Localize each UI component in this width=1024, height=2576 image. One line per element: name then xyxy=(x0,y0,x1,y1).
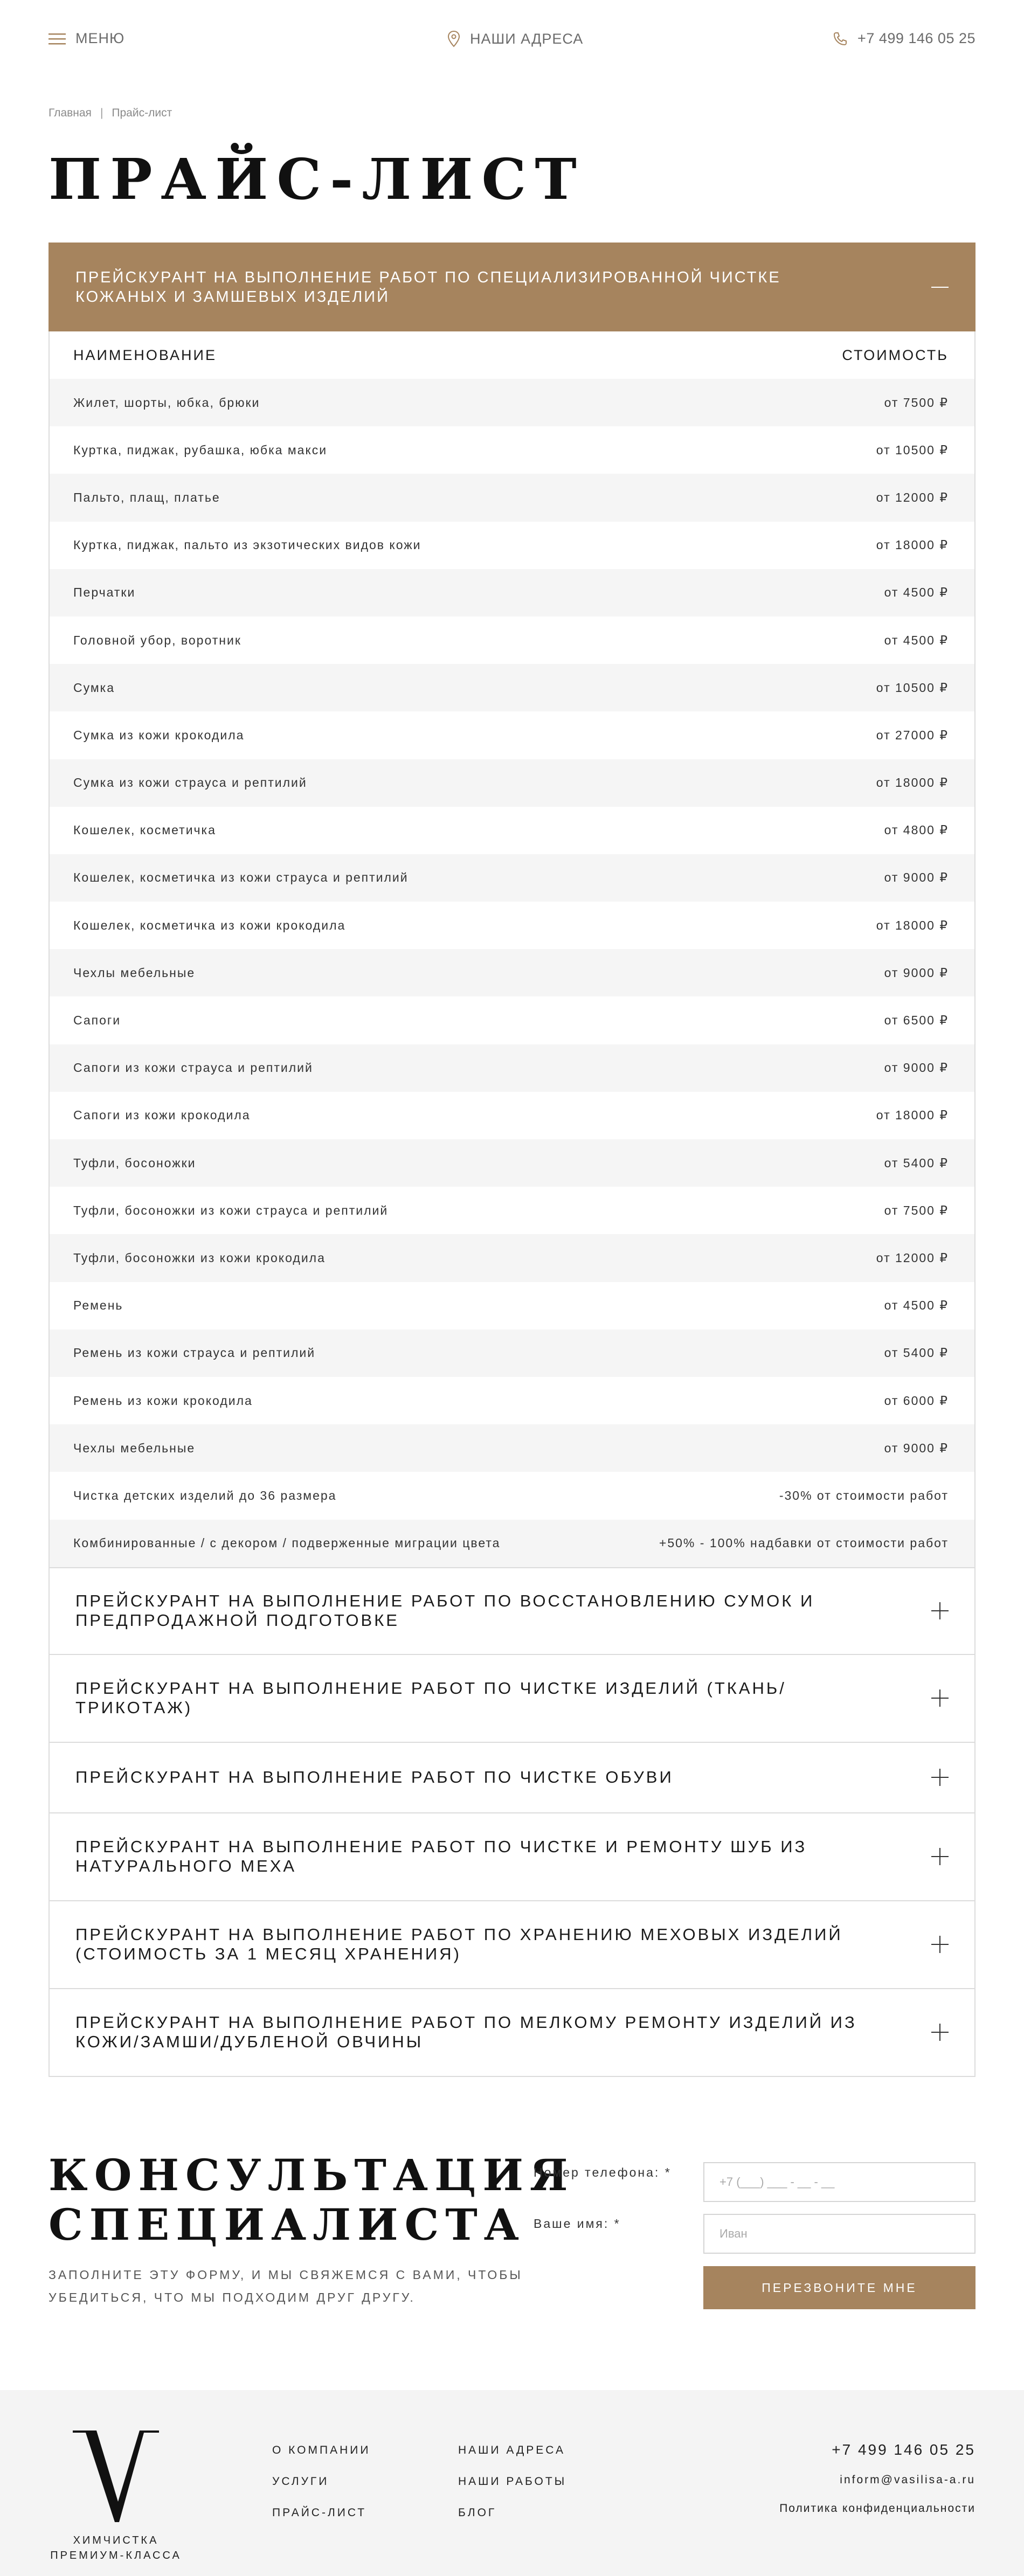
accordion-item[interactable] xyxy=(49,1901,975,1989)
accordion-item-title: ПРЕЙСКУРАНТ НА ВЫПОЛНЕНИЕ РАБОТ ПО ЧИСТКЕ ОБУВИ xyxy=(75,1768,674,1787)
consultation-title-line2: СПЕЦИАЛИСТА xyxy=(49,2199,525,2250)
footer-phone[interactable]: +7 499 146 05 25 xyxy=(832,2441,975,2458)
consultation-title xyxy=(49,2150,575,2249)
footer-email[interactable]: inform@vasilisa-a.ru xyxy=(840,2474,975,2486)
site-header xyxy=(0,0,1024,81)
price-row-price: от 6500 ₽ xyxy=(884,1013,949,1028)
price-row xyxy=(50,996,974,1044)
price-row xyxy=(50,1044,974,1092)
column-price-header: СТОИМОСТЬ xyxy=(842,347,949,363)
phone-field-label: Номер телефона: * xyxy=(534,2165,672,2179)
price-row-name: Туфли, босоножки xyxy=(73,1155,196,1170)
phone-icon xyxy=(833,31,848,46)
price-row-name: Туфли, босоножки из кожи страуса и рептилий xyxy=(73,1203,389,1217)
breadcrumb-current: Прайс-лист xyxy=(112,107,172,119)
price-row xyxy=(50,379,974,426)
footer-link-blog[interactable]: БЛОГ xyxy=(458,2506,497,2519)
price-row-name: Кошелек, косметичка из кожи страуса и рептилий xyxy=(73,870,409,885)
menu-button[interactable] xyxy=(49,30,124,47)
accordion-item-title: ПРЕЙСКУРАНТ НА ВЫПОЛНЕНИЕ РАБОТ ПО ХРАНЕНИЮ МЕХОВЫХ ИЗДЕЛИЙ (СТОИМОСТЬ ЗА 1 МЕСЯЦ ХРАНЕНИЯ) xyxy=(75,1925,843,1964)
price-row-price: от 7500 ₽ xyxy=(884,1203,949,1217)
breadcrumb-home[interactable]: Главная xyxy=(49,107,92,119)
price-row xyxy=(50,949,974,996)
logo-caption xyxy=(49,2533,183,2563)
price-row-name: Ремень из кожи крокодила xyxy=(73,1393,253,1408)
plus-icon[interactable] xyxy=(931,2024,949,2041)
price-row-name: Сумка из кожи страуса и рептилий xyxy=(73,775,307,790)
minus-icon[interactable] xyxy=(931,287,949,288)
price-row-price: от 12000 ₽ xyxy=(876,1250,949,1265)
price-row xyxy=(50,426,974,474)
accordion-open-title: ПРЕЙСКУРАНТ НА ВЫПОЛНЕНИЕ РАБОТ ПО СПЕЦИАЛИЗИРОВАННОЙ ЧИСТКЕ КОЖАНЫХ И ЗАМШЕВЫХ ИЗДЕЛИЙ xyxy=(75,268,781,306)
logo-v-icon[interactable] xyxy=(73,2430,159,2522)
accordion-item-title: ПРЕЙСКУРАНТ НА ВЫПОЛНЕНИЕ РАБОТ ПО МЕЛКОМУ РЕМОНТУ ИЗДЕЛИЙ ИЗ КОЖИ/ЗАМШИ/ДУБЛЕНОЙ ОВЧИНЫ xyxy=(75,2013,857,2052)
price-row xyxy=(50,569,974,617)
breadcrumb-separator: | xyxy=(100,107,103,119)
price-row-price: от 4500 ₽ xyxy=(884,585,949,600)
header-phone-link[interactable] xyxy=(833,30,975,47)
price-row-name: Сумка из кожи крокодила xyxy=(73,728,245,742)
price-row-name: Перчатки xyxy=(73,585,136,600)
name-field-label: Ваше имя: * xyxy=(534,2217,621,2231)
footer-link-services[interactable]: УСЛУГИ xyxy=(272,2475,329,2488)
price-row-price: от 18000 ₽ xyxy=(876,538,949,552)
accordion-item[interactable] xyxy=(49,1743,975,1813)
price-row-price: от 9000 ₽ xyxy=(884,870,949,885)
price-row xyxy=(50,1139,974,1187)
consultation-subtitle: ЗАПОЛНИТЕ ЭТУ ФОРМУ, И МЫ СВЯЖЕМСЯ С ВАМИ, ЧТОБЫ УБЕДИТЬСЯ, ЧТО МЫ ПОДХОДИМ ДРУГ ДРУГУ. xyxy=(49,2268,523,2304)
price-row xyxy=(50,522,974,569)
plus-icon[interactable] xyxy=(931,1936,949,1953)
price-row xyxy=(50,807,974,854)
price-row-name: Ремень из кожи страуса и рептилий xyxy=(73,1346,316,1360)
price-row-name: Сапоги из кожи крокодила xyxy=(73,1108,251,1123)
price-row-price: от 18000 ₽ xyxy=(876,775,949,790)
price-row-price: от 6000 ₽ xyxy=(884,1393,949,1408)
price-row-name: Чехлы мебельные xyxy=(73,1441,196,1455)
price-row-name: Кошелек, косметичка из кожи крокодила xyxy=(73,918,346,932)
consultation-title-line1: КОНСУЛЬТАЦИЯ xyxy=(49,2150,575,2200)
accordion-item-title: ПРЕЙСКУРАНТ НА ВЫПОЛНЕНИЕ РАБОТ ПО ЧИСТКЕ ИЗДЕЛИЙ (ТКАНЬ/ТРИКОТАЖ) xyxy=(75,1679,786,1718)
plus-icon[interactable] xyxy=(931,1602,949,1619)
price-row-price: от 18000 ₽ xyxy=(876,918,949,932)
price-row xyxy=(50,1187,974,1234)
price-row-name: Чехлы мебельные xyxy=(73,965,196,980)
price-row-price: от 5400 ₽ xyxy=(884,1346,949,1360)
price-row xyxy=(50,474,974,521)
price-table-body xyxy=(50,379,974,1567)
plus-icon[interactable] xyxy=(931,1689,949,1707)
price-row-price: от 18000 ₽ xyxy=(876,1108,949,1123)
phone-input[interactable] xyxy=(703,2162,975,2202)
price-row-name: Сапоги из кожи страуса и рептилий xyxy=(73,1061,313,1075)
price-row-name: Пальто, плащ, платье xyxy=(73,490,220,504)
price-row-name: Жилет, шорты, юбка, брюки xyxy=(73,395,260,410)
price-row xyxy=(50,902,974,949)
price-row-name: Кошелек, косметичка xyxy=(73,823,216,837)
price-row xyxy=(50,854,974,902)
price-row xyxy=(50,1092,974,1139)
price-row-price: +50% - 100% надбавки от стоимости работ xyxy=(659,1536,949,1550)
price-row xyxy=(50,711,974,759)
price-row-price: от 9000 ₽ xyxy=(884,1061,949,1075)
price-row-price: от 4500 ₽ xyxy=(884,1298,949,1313)
column-name-header: НАИМЕНОВАНИЕ xyxy=(73,347,217,363)
hamburger-icon xyxy=(49,32,66,45)
accordion-item[interactable] xyxy=(49,1655,975,1743)
addresses-label: НАШИ АДРЕСА xyxy=(470,30,584,47)
price-row xyxy=(50,759,974,807)
price-row-price: -30% от стоимости работ xyxy=(779,1488,949,1502)
accordion-item-title: ПРЕЙСКУРАНТ НА ВЫПОЛНЕНИЕ РАБОТ ПО ВОССТАНОВЛЕНИЮ СУМОК И ПРЕДПРОДАЖНОЙ ПОДГОТОВКЕ xyxy=(75,1591,815,1630)
price-row-price: от 27000 ₽ xyxy=(876,728,949,742)
price-row-price: от 9000 ₽ xyxy=(884,965,949,980)
price-row-name: Сумка xyxy=(73,680,115,695)
price-row-price: от 10500 ₽ xyxy=(876,680,949,695)
price-row xyxy=(50,1329,974,1377)
accordion-item-title: ПРЕЙСКУРАНТ НА ВЫПОЛНЕНИЕ РАБОТ ПО ЧИСТКЕ И РЕМОНТУ ШУБ ИЗ НАТУРАЛЬНОГО МЕХА xyxy=(75,1837,807,1876)
privacy-policy-link[interactable]: Политика конфиденциальности xyxy=(779,2502,975,2515)
menu-label: МЕНЮ xyxy=(75,30,125,46)
plus-icon[interactable] xyxy=(931,1848,949,1865)
price-row-price: от 9000 ₽ xyxy=(884,1441,949,1455)
price-row xyxy=(50,1377,974,1424)
price-row xyxy=(50,1234,974,1282)
price-table xyxy=(49,331,975,1567)
map-pin-icon xyxy=(447,30,460,47)
callback-button[interactable]: ПЕРЕЗВОНИТЕ МНЕ xyxy=(703,2266,975,2309)
price-row-price: от 10500 ₽ xyxy=(876,442,949,457)
name-input[interactable] xyxy=(703,2214,975,2254)
price-row xyxy=(50,1472,974,1519)
price-row-name: Ремень xyxy=(73,1298,123,1313)
price-row xyxy=(50,617,974,664)
plus-icon[interactable] xyxy=(931,1769,949,1786)
price-row-price: от 4500 ₽ xyxy=(884,633,949,647)
price-row xyxy=(50,664,974,711)
addresses-link[interactable] xyxy=(447,30,583,47)
page-title: ПРАЙС-ЛИСТ xyxy=(49,146,585,212)
price-row-price: от 4800 ₽ xyxy=(884,823,949,837)
footer-link-company[interactable]: О КОМПАНИИ xyxy=(272,2444,371,2456)
price-row xyxy=(50,1282,974,1329)
price-row-price: от 5400 ₽ xyxy=(884,1155,949,1170)
header-phone-number: +7 499 146 05 25 xyxy=(857,30,975,46)
price-row-name: Куртка, пиджак, пальто из экзотических видов кожи xyxy=(73,538,421,552)
price-row-name: Головной убор, воротник xyxy=(73,633,241,647)
price-row xyxy=(50,1424,974,1472)
price-row-name: Чистка детских изделий до 36 размера xyxy=(73,1488,337,1502)
price-table-header xyxy=(50,331,974,379)
accordion-item[interactable] xyxy=(49,1813,975,1901)
collapsed-sections xyxy=(49,1567,975,2077)
accordion-item[interactable] xyxy=(49,1989,975,2077)
price-row-name: Комбинированные / с декором / подверженные миграции цвета xyxy=(73,1536,501,1550)
price-row-name: Сапоги xyxy=(73,1013,121,1028)
price-row-name: Туфли, босоножки из кожи крокодила xyxy=(73,1250,326,1265)
price-row-price: от 12000 ₽ xyxy=(876,490,949,504)
breadcrumb xyxy=(49,107,172,120)
logo-caption-line2: ПРЕМИУМ-КЛАССА xyxy=(50,2550,182,2561)
price-list-accordion xyxy=(49,243,975,2077)
footer-link-price-list[interactable]: ПРАЙС-ЛИСТ xyxy=(272,2506,367,2519)
footer-link-addresses[interactable]: НАШИ АДРЕСА xyxy=(458,2444,565,2456)
logo-caption-line1: ХИМЧИСТКА xyxy=(73,2535,159,2546)
price-row xyxy=(50,1520,974,1567)
footer-link-works[interactable]: НАШИ РАБОТЫ xyxy=(458,2475,567,2488)
accordion-open-header[interactable] xyxy=(49,243,975,331)
accordion-item[interactable] xyxy=(49,1567,975,1655)
price-row-price: от 7500 ₽ xyxy=(884,395,949,410)
price-row-name: Куртка, пиджак, рубашка, юбка макси xyxy=(73,442,328,457)
